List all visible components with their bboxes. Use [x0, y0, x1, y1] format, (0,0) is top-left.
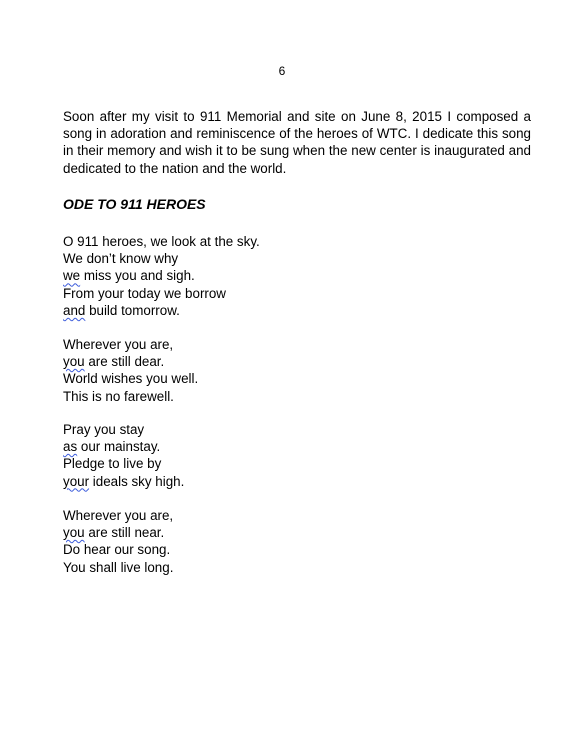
poem-line: Pray you stay: [63, 422, 145, 437]
poem-line: Wherever you are,: [63, 508, 174, 523]
spellcheck-mark: you: [63, 525, 85, 541]
poem-line: We don’t know why: [63, 251, 179, 267]
stanza-1: [63, 233, 260, 319]
spellcheck-mark: we: [63, 268, 81, 284]
poem-line: World wishes you well.: [63, 371, 199, 387]
spellcheck-mark: your: [63, 473, 90, 489]
poem-line: O 911 heroes, we look at the sky.: [63, 234, 260, 249]
poem-line: This is no farewell.: [63, 388, 174, 404]
poem-line: Wherever you are,: [63, 337, 174, 352]
page-number: 6: [278, 64, 286, 78]
spellcheck-mark: as: [63, 439, 78, 455]
stanza-4: [63, 507, 173, 576]
poem-line: you are still dear.: [63, 354, 165, 370]
spellcheck-mark: and: [63, 302, 86, 318]
poem-line: From your today we borrow: [63, 285, 226, 301]
poem-line: your ideals sky high.: [63, 473, 185, 489]
stanza-3: [63, 421, 184, 490]
poem-title: ODE TO 911 HEROES: [63, 196, 206, 212]
spellcheck-mark: you: [63, 354, 85, 370]
poem-line: as our mainstay.: [63, 439, 161, 455]
poem-line: and build tomorrow.: [63, 302, 180, 318]
intro-paragraph: Soon after my visit to 911 Memorial and site on June 8, 2015 I composed a song in adoration and reminiscence of the heroes of WTC. I dedicate this song in their memory and wish it to be sung when the new center is inaugurated and dedicated to the nation and the world.: [63, 109, 531, 176]
poem-line: You shall live long.: [63, 559, 174, 575]
stanza-2: [63, 336, 198, 405]
poem-line: you are still near.: [63, 525, 165, 541]
poem-line: Do hear our song.: [63, 542, 171, 558]
poem-line: we miss you and sigh.: [63, 268, 195, 284]
poem-line: Pledge to live by: [63, 456, 162, 472]
